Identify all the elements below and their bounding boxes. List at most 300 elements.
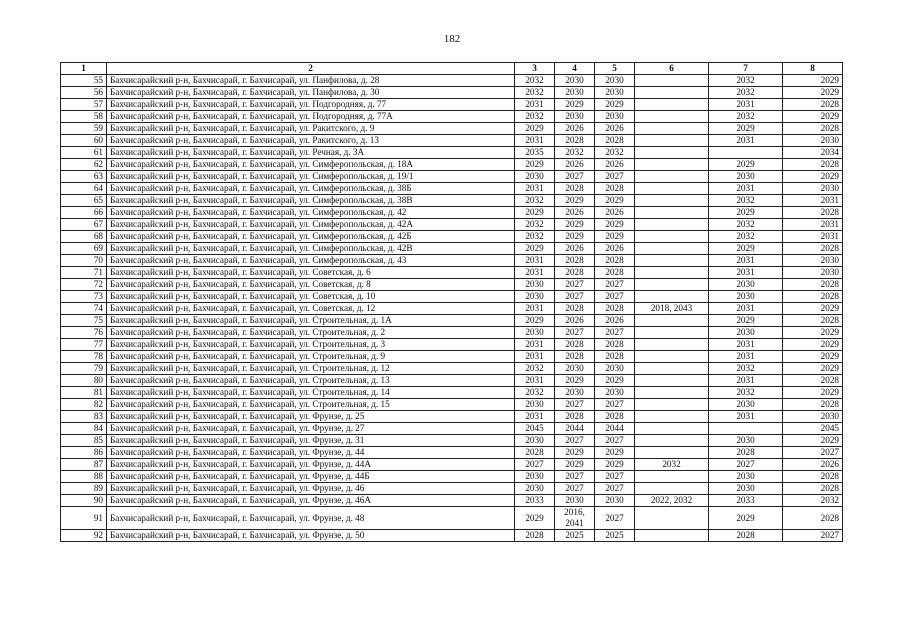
year-col-5-cell: 2028 (595, 135, 635, 147)
year-col-3-cell: 2031 (515, 183, 555, 195)
row-number-cell: 92 (61, 530, 107, 542)
year-col-7-cell: 2029 (709, 159, 783, 171)
year-col-5-cell: 2029 (595, 447, 635, 459)
page-number: 182 (443, 33, 461, 45)
year-col-4-cell: 2028 (555, 351, 595, 363)
table-row (61, 530, 843, 542)
year-col-6-cell (635, 507, 709, 530)
year-col-6-cell (635, 111, 709, 123)
year-col-3-cell: 2031 (515, 351, 555, 363)
address-cell: Бахчисарайский р-н, Бахчисарай, г. Бахчисарай, ул. Советская, д. 6 (107, 267, 515, 279)
table-row (61, 387, 843, 399)
year-col-4-cell: 2028 (555, 255, 595, 267)
header-col-4: 4 (555, 63, 595, 75)
year-col-8-cell: 2029 (783, 327, 843, 339)
address-cell: Бахчисарайский р-н, Бахчисарай, г. Бахчисарай, ул. Ракитского, д. 9 (107, 123, 515, 135)
table-row (61, 267, 843, 279)
row-number-cell: 90 (61, 495, 107, 507)
year-col-4-cell: 2026 (555, 159, 595, 171)
row-number-cell: 79 (61, 363, 107, 375)
year-col-8-cell: 2045 (783, 423, 843, 435)
year-col-8-cell: 2031 (783, 231, 843, 243)
year-col-6-cell (635, 123, 709, 135)
year-col-6-cell (635, 291, 709, 303)
year-col-5-cell: 2030 (595, 363, 635, 375)
year-col-4-cell: 2025 (555, 530, 595, 542)
year-col-3-cell: 2030 (515, 399, 555, 411)
year-col-5-cell: 2029 (595, 195, 635, 207)
year-col-8-cell: 2028 (783, 483, 843, 495)
table-row (61, 279, 843, 291)
address-cell: Бахчисарайский р-н, Бахчисарай, г. Бахчисарай, ул. Советская, д. 10 (107, 291, 515, 303)
year-col-4-cell: 2027 (555, 471, 595, 483)
year-col-6-cell (635, 447, 709, 459)
year-col-3-cell: 2030 (515, 483, 555, 495)
year-col-3-cell: 2032 (515, 387, 555, 399)
year-col-6-cell (635, 399, 709, 411)
year-col-6-cell (635, 99, 709, 111)
address-cell: Бахчисарайский р-н, Бахчисарай, г. Бахчисарай, ул. Строительная, д. 3 (107, 339, 515, 351)
header-col-3: 3 (515, 63, 555, 75)
year-col-8-cell: 2028 (783, 99, 843, 111)
address-cell: Бахчисарайский р-н, Бахчисарай, г. Бахчисарай, ул. Фрунзе, д. 44Б (107, 471, 515, 483)
year-col-7-cell: 2030 (709, 291, 783, 303)
year-col-5-cell: 2028 (595, 351, 635, 363)
table-row (61, 123, 843, 135)
year-col-4-cell: 2030 (555, 111, 595, 123)
year-col-4-cell: 2027 (555, 399, 595, 411)
address-cell: Бахчисарайский р-н, Бахчисарай, г. Бахчисарай, ул. Подгородняя, д. 77 (107, 99, 515, 111)
year-col-5-cell: 2029 (595, 231, 635, 243)
row-number-cell: 72 (61, 279, 107, 291)
year-col-5-cell: 2029 (595, 375, 635, 387)
address-cell: Бахчисарайский р-н, Бахчисарай, г. Бахчисарай, ул. Симферопольская, д. 43 (107, 255, 515, 267)
table-row (61, 447, 843, 459)
year-col-8-cell: 2027 (783, 447, 843, 459)
address-cell: Бахчисарайский р-н, Бахчисарай, г. Бахчисарай, ул. Фрунзе, д. 46А (107, 495, 515, 507)
year-col-8-cell: 2030 (783, 255, 843, 267)
year-col-6-cell (635, 147, 709, 159)
year-col-5-cell: 2030 (595, 495, 635, 507)
table-row (61, 315, 843, 327)
year-col-7-cell: 2031 (709, 183, 783, 195)
year-col-7-cell: 2031 (709, 135, 783, 147)
year-col-5-cell: 2025 (595, 530, 635, 542)
year-col-7-cell: 2031 (709, 411, 783, 423)
year-col-7-cell: 2031 (709, 267, 783, 279)
row-number-cell: 76 (61, 327, 107, 339)
year-col-4-cell: 2029 (555, 195, 595, 207)
year-col-5-cell: 2026 (595, 123, 635, 135)
year-col-8-cell: 2028 (783, 279, 843, 291)
year-col-7-cell: 2028 (709, 447, 783, 459)
header-col-2: 2 (107, 63, 515, 75)
row-number-cell: 84 (61, 423, 107, 435)
year-col-3-cell: 2031 (515, 255, 555, 267)
year-col-4-cell: 2030 (555, 87, 595, 99)
year-col-4-cell: 2028 (555, 267, 595, 279)
table-row (61, 147, 843, 159)
address-cell: Бахчисарайский р-н, Бахчисарай, г. Бахчисарай, ул. Советская, д. 8 (107, 279, 515, 291)
year-col-8-cell: 2029 (783, 171, 843, 183)
year-col-7-cell: 2032 (709, 231, 783, 243)
address-cell: Бахчисарайский р-н, Бахчисарай, г. Бахчисарай, ул. Советская, д. 12 (107, 303, 515, 315)
year-col-3-cell: 2031 (515, 99, 555, 111)
year-col-5-cell: 2028 (595, 183, 635, 195)
address-cell: Бахчисарайский р-н, Бахчисарай, г. Бахчисарай, ул. Строительная, д. 2 (107, 327, 515, 339)
year-col-6-cell (635, 159, 709, 171)
row-number-cell: 61 (61, 147, 107, 159)
year-col-4-cell: 2029 (555, 447, 595, 459)
row-number-cell: 80 (61, 375, 107, 387)
year-col-5-cell: 2026 (595, 243, 635, 255)
year-col-3-cell: 2031 (515, 375, 555, 387)
table-row (61, 411, 843, 423)
year-col-3-cell: 2030 (515, 327, 555, 339)
year-col-4-cell: 2029 (555, 99, 595, 111)
row-number-cell: 60 (61, 135, 107, 147)
row-number-cell: 56 (61, 87, 107, 99)
year-col-5-cell: 2027 (595, 507, 635, 530)
row-number-cell: 65 (61, 195, 107, 207)
year-col-7-cell: 2030 (709, 171, 783, 183)
year-col-4-cell: 2032 (555, 147, 595, 159)
year-col-3-cell: 2030 (515, 435, 555, 447)
year-col-7-cell: 2030 (709, 279, 783, 291)
table-row (61, 111, 843, 123)
row-number-cell: 78 (61, 351, 107, 363)
year-col-6-cell (635, 279, 709, 291)
year-col-7-cell: 2030 (709, 399, 783, 411)
year-col-8-cell: 2029 (783, 387, 843, 399)
address-cell: Бахчисарайский р-н, Бахчисарай, г. Бахчисарай, ул. Строительная, д. 15 (107, 399, 515, 411)
year-col-6-cell (635, 207, 709, 219)
address-cell: Бахчисарайский р-н, Бахчисарай, г. Бахчисарай, ул. Симферопольская, д. 42В (107, 243, 515, 255)
header-col-1: 1 (61, 63, 107, 75)
data-table (60, 62, 843, 542)
table-row (61, 195, 843, 207)
year-col-6-cell (635, 195, 709, 207)
address-cell: Бахчисарайский р-н, Бахчисарай, г. Бахчисарай, ул. Строительная, д. 13 (107, 375, 515, 387)
row-number-cell: 71 (61, 267, 107, 279)
year-col-8-cell: 2029 (783, 87, 843, 99)
row-number-cell: 83 (61, 411, 107, 423)
address-cell: Бахчисарайский р-н, Бахчисарай, г. Бахчисарай, ул. Панфилова, д. 30 (107, 87, 515, 99)
year-col-4-cell: 2027 (555, 279, 595, 291)
year-col-6-cell: 2022, 2032 (635, 495, 709, 507)
year-col-3-cell: 2031 (515, 411, 555, 423)
year-col-4-cell: 2028 (555, 135, 595, 147)
year-col-5-cell: 2027 (595, 435, 635, 447)
year-col-7-cell: 2032 (709, 387, 783, 399)
year-col-7-cell: 2032 (709, 87, 783, 99)
address-cell: Бахчисарайский р-н, Бахчисарай, г. Бахчисарай, ул. Фрунзе, д. 46 (107, 483, 515, 495)
year-col-3-cell: 2030 (515, 279, 555, 291)
row-number-cell: 68 (61, 231, 107, 243)
year-col-6-cell (635, 219, 709, 231)
row-number-cell: 82 (61, 399, 107, 411)
year-col-5-cell: 2030 (595, 75, 635, 87)
year-col-7-cell: 2032 (709, 363, 783, 375)
year-col-6-cell (635, 435, 709, 447)
year-col-7-cell (709, 423, 783, 435)
year-col-8-cell: 2028 (783, 507, 843, 530)
year-col-3-cell: 2031 (515, 135, 555, 147)
year-col-3-cell: 2029 (515, 207, 555, 219)
table-row (61, 243, 843, 255)
year-col-8-cell: 2034 (783, 147, 843, 159)
year-col-7-cell (709, 147, 783, 159)
table-row (61, 483, 843, 495)
year-col-7-cell: 2031 (709, 303, 783, 315)
year-col-6-cell (635, 171, 709, 183)
address-cell: Бахчисарайский р-н, Бахчисарай, г. Бахчисарай, ул. Симферопольская, д. 42 (107, 207, 515, 219)
year-col-6-cell (635, 387, 709, 399)
table-row (61, 435, 843, 447)
address-cell: Бахчисарайский р-н, Бахчисарай, г. Бахчисарай, ул. Подгородняя, д. 77А (107, 111, 515, 123)
year-col-5-cell: 2028 (595, 267, 635, 279)
row-number-cell: 66 (61, 207, 107, 219)
table-row (61, 159, 843, 171)
row-number-cell: 57 (61, 99, 107, 111)
year-col-8-cell: 2029 (783, 111, 843, 123)
year-col-3-cell: 2029 (515, 123, 555, 135)
year-col-4-cell: 2028 (555, 303, 595, 315)
year-col-6-cell (635, 87, 709, 99)
year-col-4-cell: 2030 (555, 75, 595, 87)
table-row (61, 183, 843, 195)
year-col-7-cell: 2029 (709, 507, 783, 530)
year-col-7-cell: 2031 (709, 375, 783, 387)
year-col-5-cell: 2029 (595, 99, 635, 111)
year-col-8-cell: 2029 (783, 351, 843, 363)
year-col-5-cell: 2026 (595, 315, 635, 327)
address-cell: Бахчисарайский р-н, Бахчисарай, г. Бахчисарай, ул. Фрунзе, д. 27 (107, 423, 515, 435)
year-col-3-cell: 2031 (515, 267, 555, 279)
year-col-8-cell: 2030 (783, 267, 843, 279)
year-col-3-cell: 2033 (515, 495, 555, 507)
year-col-8-cell: 2031 (783, 195, 843, 207)
year-col-6-cell (635, 483, 709, 495)
year-col-3-cell: 2031 (515, 303, 555, 315)
year-col-4-cell: 2026 (555, 243, 595, 255)
year-col-7-cell: 2031 (709, 351, 783, 363)
year-col-5-cell: 2027 (595, 483, 635, 495)
year-col-4-cell: 2027 (555, 291, 595, 303)
year-col-4-cell: 2028 (555, 183, 595, 195)
year-col-4-cell: 2028 (555, 339, 595, 351)
year-col-7-cell: 2029 (709, 207, 783, 219)
year-col-7-cell: 2028 (709, 530, 783, 542)
year-col-5-cell: 2028 (595, 411, 635, 423)
table-row (61, 135, 843, 147)
year-col-8-cell: 2030 (783, 135, 843, 147)
year-col-5-cell: 2028 (595, 255, 635, 267)
year-col-3-cell: 2032 (515, 75, 555, 87)
year-col-4-cell: 2016, 2041 (555, 507, 595, 530)
address-cell: Бахчисарайский р-н, Бахчисарай, г. Бахчисарай, ул. Фрунзе, д. 25 (107, 411, 515, 423)
table-body (61, 75, 843, 542)
year-col-4-cell: 2026 (555, 207, 595, 219)
year-col-6-cell (635, 339, 709, 351)
year-col-5-cell: 2027 (595, 471, 635, 483)
year-col-3-cell: 2032 (515, 231, 555, 243)
table-row (61, 291, 843, 303)
year-col-4-cell: 2030 (555, 363, 595, 375)
address-cell: Бахчисарайский р-н, Бахчисарай, г. Бахчисарай, ул. Фрунзе, д. 48 (107, 507, 515, 530)
table-row (61, 171, 843, 183)
address-cell: Бахчисарайский р-н, Бахчисарай, г. Бахчисарай, ул. Симферопольская, д. 38В (107, 195, 515, 207)
table-header-row (61, 63, 843, 75)
year-col-7-cell: 2027 (709, 459, 783, 471)
address-cell: Бахчисарайский р-н, Бахчисарай, г. Бахчисарай, ул. Фрунзе, д. 44А (107, 459, 515, 471)
year-col-8-cell: 2030 (783, 183, 843, 195)
table-row (61, 339, 843, 351)
table-row (61, 507, 843, 530)
table-row (61, 207, 843, 219)
year-col-8-cell: 2031 (783, 219, 843, 231)
year-col-7-cell: 2029 (709, 243, 783, 255)
year-col-6-cell (635, 183, 709, 195)
row-number-cell: 75 (61, 315, 107, 327)
year-col-4-cell: 2029 (555, 231, 595, 243)
table-row (61, 471, 843, 483)
address-cell: Бахчисарайский р-н, Бахчисарай, г. Бахчисарай, ул. Панфилова, д. 28 (107, 75, 515, 87)
table-row (61, 495, 843, 507)
year-col-5-cell: 2027 (595, 279, 635, 291)
year-col-7-cell: 2030 (709, 327, 783, 339)
year-col-3-cell: 2027 (515, 459, 555, 471)
year-col-4-cell: 2030 (555, 387, 595, 399)
year-col-7-cell: 2031 (709, 255, 783, 267)
year-col-3-cell: 2029 (515, 507, 555, 530)
row-number-cell: 85 (61, 435, 107, 447)
year-col-6-cell (635, 327, 709, 339)
year-col-4-cell: 2027 (555, 483, 595, 495)
address-cell: Бахчисарайский р-н, Бахчисарай, г. Бахчисарай, ул. Симферопольская, д. 42А (107, 219, 515, 231)
year-col-8-cell: 2028 (783, 399, 843, 411)
year-col-5-cell: 2029 (595, 459, 635, 471)
year-col-6-cell (635, 75, 709, 87)
year-col-5-cell: 2026 (595, 159, 635, 171)
table-row (61, 75, 843, 87)
year-col-3-cell: 2032 (515, 111, 555, 123)
year-col-8-cell: 2028 (783, 291, 843, 303)
table-row (61, 375, 843, 387)
year-col-3-cell: 2032 (515, 363, 555, 375)
year-col-7-cell: 2031 (709, 339, 783, 351)
row-number-cell: 67 (61, 219, 107, 231)
row-number-cell: 58 (61, 111, 107, 123)
year-col-3-cell: 2029 (515, 243, 555, 255)
table-row (61, 351, 843, 363)
address-cell: Бахчисарайский р-н, Бахчисарай, г. Бахчисарай, ул. Фрунзе, д. 44 (107, 447, 515, 459)
year-col-7-cell: 2032 (709, 195, 783, 207)
row-number-cell: 87 (61, 459, 107, 471)
year-col-6-cell (635, 411, 709, 423)
year-col-8-cell: 2030 (783, 411, 843, 423)
row-number-cell: 86 (61, 447, 107, 459)
year-col-4-cell: 2027 (555, 435, 595, 447)
year-col-3-cell: 2031 (515, 339, 555, 351)
table-row (61, 399, 843, 411)
year-col-5-cell: 2026 (595, 207, 635, 219)
year-col-8-cell: 2027 (783, 530, 843, 542)
table-row (61, 231, 843, 243)
table-row (61, 99, 843, 111)
year-col-7-cell: 2033 (709, 495, 783, 507)
year-col-4-cell: 2029 (555, 375, 595, 387)
year-col-8-cell: 2028 (783, 375, 843, 387)
row-number-cell: 63 (61, 171, 107, 183)
year-col-6-cell (635, 351, 709, 363)
year-col-7-cell: 2029 (709, 123, 783, 135)
year-col-6-cell (635, 255, 709, 267)
row-number-cell: 55 (61, 75, 107, 87)
row-number-cell: 73 (61, 291, 107, 303)
row-number-cell: 70 (61, 255, 107, 267)
year-col-5-cell: 2027 (595, 327, 635, 339)
table-row (61, 87, 843, 99)
year-col-8-cell: 2028 (783, 159, 843, 171)
year-col-7-cell: 2032 (709, 219, 783, 231)
year-col-7-cell: 2029 (709, 315, 783, 327)
year-col-5-cell: 2027 (595, 399, 635, 411)
row-number-cell: 91 (61, 507, 107, 530)
year-col-7-cell: 2031 (709, 99, 783, 111)
year-col-4-cell: 2027 (555, 327, 595, 339)
address-cell: Бахчисарайский р-н, Бахчисарай, г. Бахчисарай, ул. Фрунзе, д. 31 (107, 435, 515, 447)
table-row (61, 459, 843, 471)
year-col-6-cell: 2032 (635, 459, 709, 471)
row-number-cell: 59 (61, 123, 107, 135)
address-cell: Бахчисарайский р-н, Бахчисарай, г. Бахчисарай, ул. Симферопольская, д. 42Б (107, 231, 515, 243)
year-col-6-cell (635, 243, 709, 255)
year-col-8-cell: 2029 (783, 435, 843, 447)
year-col-5-cell: 2027 (595, 171, 635, 183)
year-col-4-cell: 2026 (555, 315, 595, 327)
table-row (61, 327, 843, 339)
year-col-8-cell: 2028 (783, 471, 843, 483)
row-number-cell: 81 (61, 387, 107, 399)
year-col-5-cell: 2044 (595, 423, 635, 435)
header-col-5: 5 (595, 63, 635, 75)
table-row (61, 255, 843, 267)
year-col-6-cell (635, 315, 709, 327)
year-col-5-cell: 2032 (595, 147, 635, 159)
year-col-5-cell: 2030 (595, 111, 635, 123)
year-col-8-cell: 2032 (783, 495, 843, 507)
year-col-7-cell: 2030 (709, 471, 783, 483)
year-col-4-cell: 2027 (555, 171, 595, 183)
address-cell: Бахчисарайский р-н, Бахчисарай, г. Бахчисарай, ул. Симферопольская, д. 18А (107, 159, 515, 171)
address-cell: Бахчисарайский р-н, Бахчисарай, г. Бахчисарай, ул. Ракитского, д. 13 (107, 135, 515, 147)
year-col-6-cell (635, 135, 709, 147)
address-cell: Бахчисарайский р-н, Бахчисарай, г. Бахчисарай, ул. Строительная, д. 1А (107, 315, 515, 327)
row-number-cell: 77 (61, 339, 107, 351)
year-col-8-cell: 2028 (783, 207, 843, 219)
year-col-7-cell: 2032 (709, 111, 783, 123)
year-col-3-cell: 2032 (515, 219, 555, 231)
year-col-4-cell: 2044 (555, 423, 595, 435)
table-row (61, 219, 843, 231)
year-col-4-cell: 2029 (555, 219, 595, 231)
address-cell: Бахчисарайский р-н, Бахчисарай, г. Бахчисарай, ул. Строительная, д. 14 (107, 387, 515, 399)
year-col-7-cell: 2030 (709, 483, 783, 495)
year-col-3-cell: 2030 (515, 291, 555, 303)
year-col-8-cell: 2028 (783, 123, 843, 135)
year-col-3-cell: 2030 (515, 171, 555, 183)
